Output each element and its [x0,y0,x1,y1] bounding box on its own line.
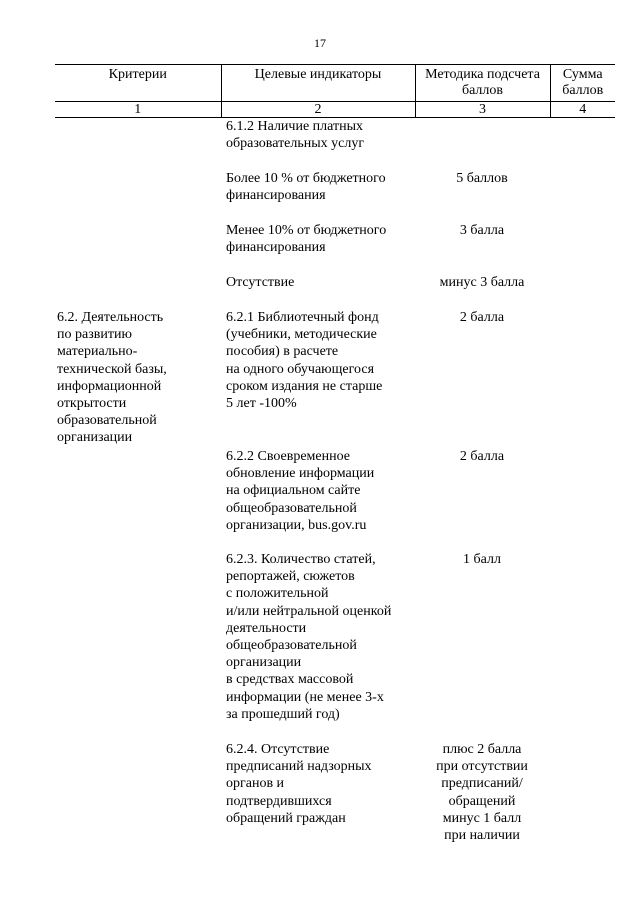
indicator-text [226,118,414,152]
indicator-text [226,551,414,723]
method-text [415,309,549,326]
text-line: при наличии [444,828,520,844]
text-line: 2 балла [459,310,505,325]
text-line: 6.2. Деятельность [57,310,164,325]
text-line: репортажей, сюжетов [226,569,355,585]
text-line: образовательных услуг [226,136,365,152]
text-line: 6.2.2 Своевременное [226,449,351,464]
text-line: 6.2.4. Отсутствие [226,742,330,757]
text-line: организации, bus.gov.ru [226,517,367,533]
text-line: деятельности [226,620,307,636]
text-line: обновление информации [226,466,375,482]
method-text [415,170,549,187]
text-line: органов и [226,776,285,792]
text-line: 3 балла [459,223,505,238]
column-number-row [55,102,615,118]
text-line: на официальном сайте [226,483,361,499]
header-indicators: Целевые индикаторы [221,65,415,102]
text-line: (учебники, методические [226,327,377,343]
text-line: образовательной [57,413,157,429]
text-line: Отсутствие [226,275,295,290]
header-sum: Сумма баллов [550,65,615,102]
text-line: 1 балл [463,552,501,567]
method-text [415,222,549,239]
text-line: общеобразовательной [226,638,357,654]
text-line: 6.1.2 Наличие платных [226,119,364,134]
text-line: с положительной [226,586,329,602]
text-line: информации (не менее 3-х [226,689,384,705]
text-line: на одного обучающегося [226,361,375,377]
column-number: 3 [415,102,550,118]
table-header-row [55,65,615,102]
text-line: финансирования [226,188,326,204]
page-number: 17 [314,36,326,50]
text-line: открытости [57,396,127,412]
text-line: организации [226,655,302,671]
text-line: минус 3 балла [439,275,525,290]
text-line: минус 1 балл [442,810,522,826]
text-line: 6.2.1 Библиотечный фонд [226,310,379,325]
text-line: обращений граждан [226,810,346,826]
text-line: 2 балла [459,449,505,464]
indicator-text [226,170,414,204]
text-line: пособия) в расчете [226,344,339,360]
text-line: обращений [448,793,516,809]
text-line: материально- [57,344,138,360]
text-line: 5 лет -100% [226,396,297,412]
column-number: 4 [550,102,615,118]
column-number: 1 [55,102,221,118]
text-line: информационной [57,378,162,394]
criteria-table [55,64,615,118]
text-line: сроком издания не старше [226,378,383,394]
text-line: финансирования [226,240,326,256]
method-text [415,741,549,844]
indicator-text [226,448,414,534]
text-line: Менее 10% от бюджетного [226,223,387,238]
text-line: по развитию [57,327,132,343]
text-line: при отсутствии [436,759,528,775]
indicator-text [226,309,414,412]
column-number: 2 [221,102,415,118]
method-text [415,448,549,465]
criterion-text [57,309,217,447]
method-text [415,274,549,291]
header-method: Методика подсчета баллов [415,65,550,102]
text-line: технической базы, [57,361,167,377]
indicator-text [226,274,414,291]
text-line: предписаний/ [441,776,523,792]
text-line: общеобразовательной [226,500,357,516]
header-criteria: Критерии [55,65,221,102]
text-line: предписаний надзорных [226,759,372,775]
text-line: 5 баллов [456,171,508,186]
text-line: Более 10 % от бюджетного [226,171,386,186]
text-line: подтвердившихся [226,793,332,809]
text-line: 6.2.3. Количество статей, [226,552,376,567]
text-line: и/или нейтральной оценкой [226,603,392,619]
method-text [415,551,549,568]
text-line: организации [57,430,133,446]
text-line: за прошедший год) [226,706,340,722]
text-line: плюс 2 балла [442,742,522,757]
text-line: в средствах массовой [226,672,354,688]
indicator-text [226,741,414,827]
indicator-text [226,222,414,256]
